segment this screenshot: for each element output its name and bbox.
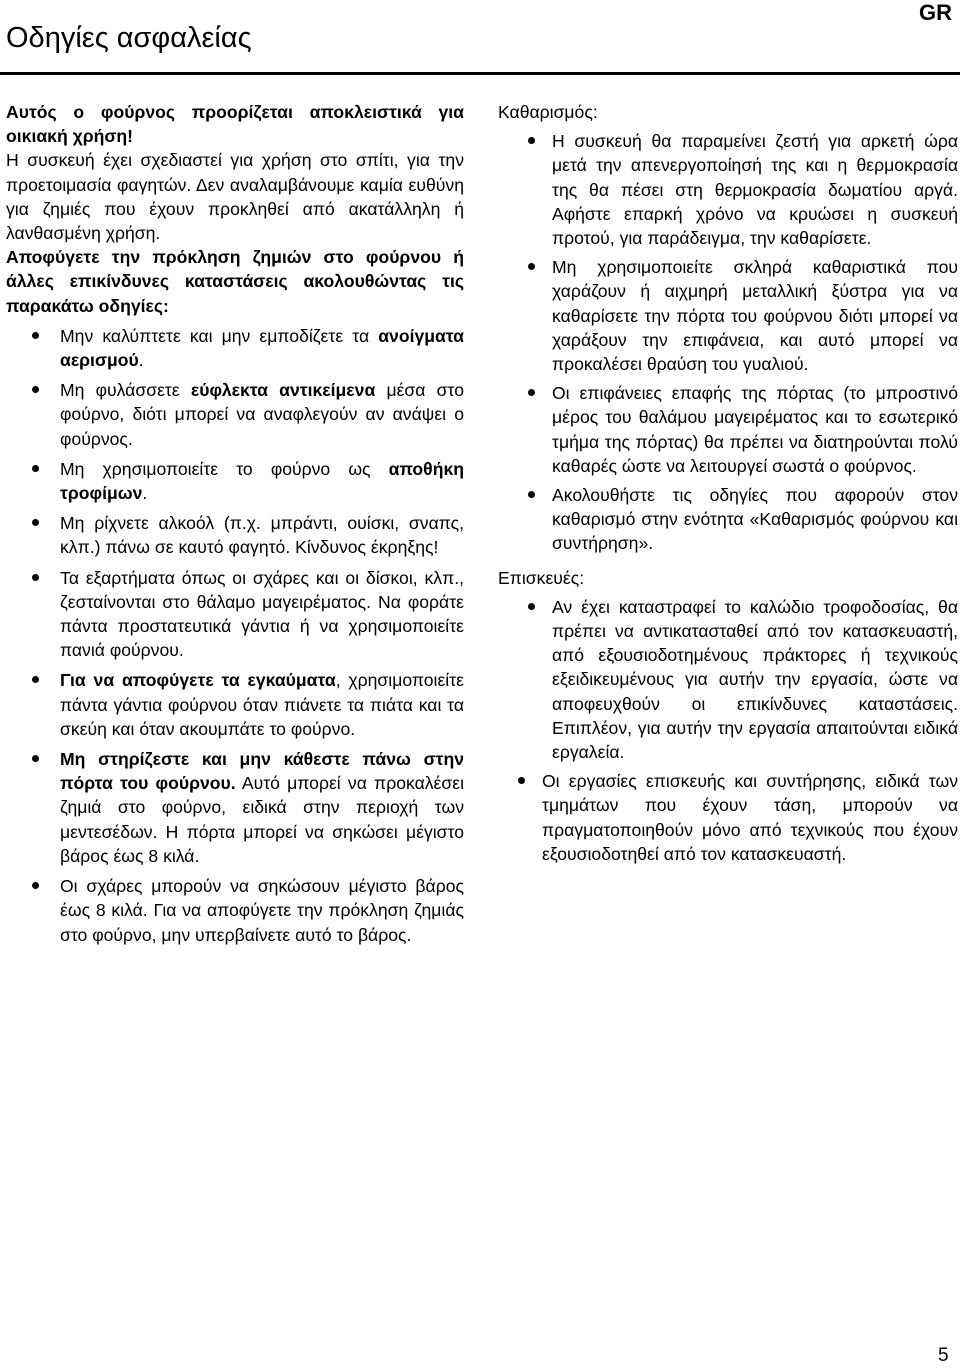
repairs-heading: Επισκευές: xyxy=(498,567,585,588)
page-title: Οδηγίες ασφαλείας xyxy=(6,22,252,54)
list-item: Μη φυλάσσετε εύφλεκτα αντικείμενα μέσα στο φούρνο, διότι μπορεί να αναφλεγούν αν ανάψει ο φούρνος. xyxy=(6,378,464,451)
header-divider xyxy=(0,72,960,75)
intro-bold: Αυτός ο φούρνος προορίζεται αποκλειστικά για οικιακή χρήση! xyxy=(6,102,464,147)
list-item: Μη χρησιμοποιείτε σκληρά καθαριστικά που χαράζουν ή αιχμηρή μεταλλική ξύστρα για να καθαρίσετε την πόρτα του φούρνου διότι μπορεί να χαράξουν την επιφάνεια, και αυτό μπορεί να προκαλέσει θραύση του γυαλιού. xyxy=(498,255,958,376)
list-item: Αν έχει καταστραφεί το καλώδιο τροφοδοσίας, θα πρέπει να αντικατασταθεί από τον κατασκευαστή, από εξουσιοδοτημένους πράκτορες ή τεχνικούς εξειδικευμένους για αυτήν την εργασία, ώστε να αποφευχθούν οι επικίνδυνες καταστάσεις. Επιπλέον, για αυτήν την εργασία απαιτούνται ειδικά εργαλεία. xyxy=(498,595,958,764)
list-item: Οι σχάρες μπορούν να σηκώσουν μέγιστο βάρος έως 8 κιλά. Για να αποφύγετε την πρόκληση ζημιάς στο φούρνο, μην υπερβαίνετε αυτό το βάρος. xyxy=(6,874,464,947)
list-item: Μη στηρίζεστε και μην κάθεστε πάνω στην πόρτα του φούρνου. Αυτό μπορεί να προκαλέσει ζημιά στο φούρνο, ειδικά στην περιοχή των μεντεσέδων. Η πόρτα μπορεί να σηκώσει μέγιστο βάρος έως 8 κιλά. xyxy=(6,747,464,868)
list-item: Η συσκευή θα παραμείνει ζεστή για αρκετή ώρα μετά την απενεργοποίησή της και η θερμοκρασία της θα πέσει στη θερμοκρασία δωματίου αργά. Αφήστε επαρκή χρόνο να κρυώσει η συσκευή προτού, για παράδειγμα, την καθαρίσετε. xyxy=(498,129,958,250)
list-item: Οι επιφάνειες επαφής της πόρτας (το μπροστινό μέρος του θαλάμου μαγειρέματος και το εσωτερικό τμήμα της πόρτας) θα πρέπει να διατηρούνται πολύ καθαρές ώστε να λειτουργεί σωστά ο φούρνος. xyxy=(498,381,958,478)
right-column xyxy=(498,100,958,866)
warning-heading: Αποφύγετε την πρόκληση ζημιών στο φούρνου ή άλλες επικίνδυνες καταστάσεις ακολουθώντας τις παρακάτω οδηγίες: xyxy=(6,247,464,316)
cleaning-heading: Καθαρισμός: xyxy=(498,102,598,122)
repairs-list-2 xyxy=(498,769,958,866)
language-code: GR xyxy=(919,0,952,25)
list-item: Τα εξαρτήματα όπως οι σχάρες και οι δίσκοι, κλπ., ζεσταίνονται στο θάλαμο μαγειρέματος. Να φοράτε πάντα προστατευτικά γάντια ή να χρησιμοποιείτε πανιά φούρνου. xyxy=(6,566,464,663)
repairs-list xyxy=(498,595,958,764)
list-item: Ακολουθήστε τις οδηγίες που αφορούν στον καθαρισμό στην ενότητα «Καθαρισμός φούρνου και συντήρηση». xyxy=(498,483,958,556)
safety-list xyxy=(6,324,464,947)
page-number: 5 xyxy=(938,1345,949,1366)
list-item: Μην καλύπτετε και μην εμποδίζετε τα ανοίγματα αερισμού. xyxy=(6,324,464,372)
list-item: Για να αποφύγετε τα εγκαύματα, χρησιμοποιείτε πάντα γάντια φούρνου όταν πιάνετε τα πιάτα και τα σκεύη και όταν ακουμπάτε το φούρνο. xyxy=(6,668,464,741)
list-item: Μη χρησιμοποιείτε το φούρνο ως αποθήκη τροφίμων. xyxy=(6,457,464,505)
left-column xyxy=(6,100,464,947)
list-item: Μη ρίχνετε αλκοόλ (π.χ. μπράντι, ουίσκι, σναπς, κλπ.) πάνω σε καυτό φαγητό. Κίνδυνος έκρηξης! xyxy=(6,511,464,559)
list-item: Οι εργασίες επισκευής και συντήρησης, ειδικά των τμημάτων που έχουν τάση, μπορούν να πραγματοποιηθούν μόνο από τεχνικούς που έχουν εξουσιοδοτηθεί από τον κατασκευαστή. xyxy=(498,769,958,866)
intro-text: Η συσκευή έχει σχεδιαστεί για χρήση στο σπίτι, για την προετοιμασία φαγητών. Δεν αναλαμβάνουμε καμία ευθύνη για ζημιές που έχουν προκληθεί από ακατάλληλη ή λανθασμένη χρήση. xyxy=(6,150,464,244)
cleaning-list xyxy=(498,129,958,555)
